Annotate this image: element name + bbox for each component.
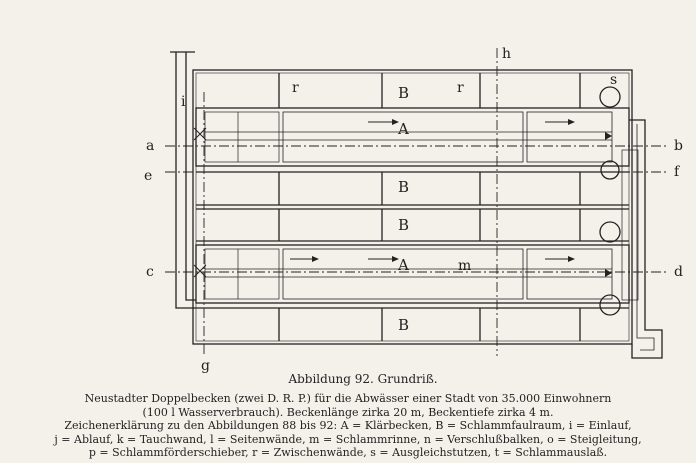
caption-line-1: Neustadter Doppelbecken (zwei D. R. P.) für die Abwässer einer Stadt von 35.000 Einwohnern — [84, 392, 612, 405]
label-g: g — [201, 358, 210, 374]
figure-caption — [12, 392, 684, 460]
label-f: f — [674, 164, 680, 180]
label-m: m — [458, 258, 472, 274]
label-a: a — [146, 138, 155, 154]
sludge-chamber-row-2 — [196, 172, 629, 205]
caption-line-4: j = Ablauf, k = Tauchwand, l = Seitenwände, m = Schlammrinne, n = Verschlußbalken, o = Steigleitung, — [54, 432, 642, 446]
label-i: i — [181, 94, 186, 110]
caption-line-3: Zeichenerklärung zu den Abbildungen 88 bis 92: A = Klärbecken, B = Schlammfaulraum, i = Einlauf, — [64, 419, 632, 432]
label-b: b — [674, 138, 683, 154]
label-A-2: A — [398, 256, 409, 274]
label-B-1: B — [398, 84, 410, 102]
sludge-chamber-row-3 — [196, 209, 629, 241]
caption-line-5: p = Schlammförderschieber, r = Zwischenwände, s = Ausgleichstutzen, t = Schlammauslaß. — [88, 446, 608, 459]
label-h: h — [502, 46, 512, 62]
label-A-1: A — [398, 120, 409, 138]
label-B-3: B — [398, 216, 410, 234]
caption-line-2: (100 l Wasserverbrauch). Beckenlänge zirka 20 m, Beckentiefe zirka 4 m. — [142, 405, 554, 419]
label-r-1: r — [292, 80, 299, 96]
clarifier-basin-top — [196, 108, 629, 166]
sludge-chamber-row-1 — [279, 73, 580, 108]
label-r-2: r — [457, 80, 464, 96]
label-B-4: B — [398, 316, 410, 334]
label-e: e — [144, 168, 153, 184]
label-B-2: B — [398, 178, 410, 196]
outlet-channel — [629, 120, 662, 358]
sludge-chamber-row-4 — [196, 308, 629, 341]
figure-title: Abbildung 92. Grundriß. — [288, 372, 438, 386]
label-c: c — [146, 264, 154, 280]
clarifier-basin-bottom — [196, 245, 629, 303]
label-s: s — [610, 72, 618, 88]
label-d: d — [674, 264, 683, 280]
